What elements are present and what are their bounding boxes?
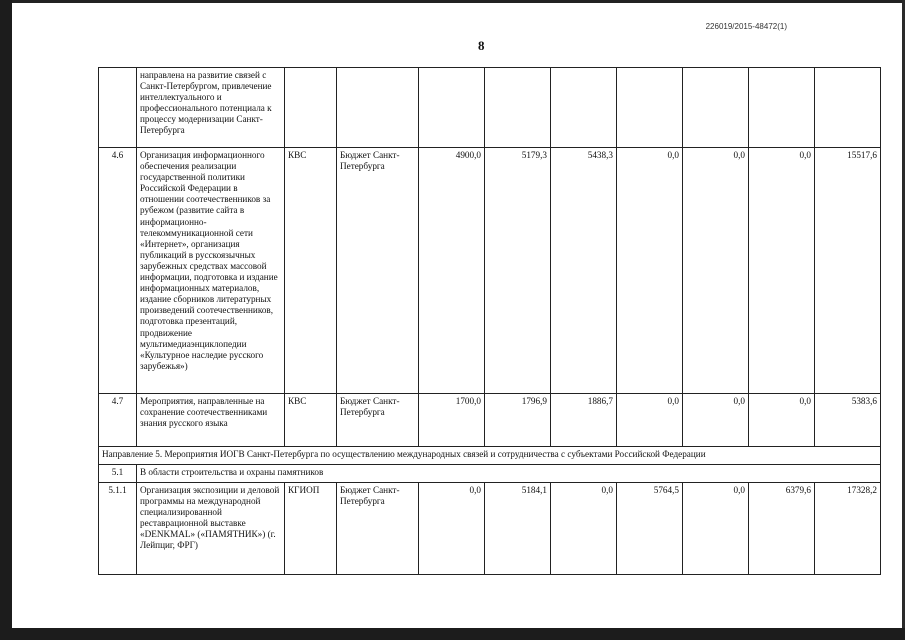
cell-value-6: 0,0 [749, 148, 815, 394]
cell-value-4: 5764,5 [617, 483, 683, 575]
cell-value-1: 4900,0 [419, 148, 485, 394]
cell-value-5: 0,0 [683, 483, 749, 575]
cell-num [99, 68, 137, 148]
cell-value-3: 1886,7 [551, 394, 617, 447]
table-row-5-1-1 [99, 483, 881, 575]
cell-direction-title: Направление 5. Мероприятия ИОГВ Санкт-Петербурга по осуществлению международных связей и сотрудничества с субъектами Российской Федерации [99, 447, 881, 465]
cell-value-1: 0,0 [419, 483, 485, 575]
cell-num: 5.1.1 [99, 483, 137, 575]
cell-total: 15517,6 [815, 148, 881, 394]
program-table [98, 67, 881, 575]
cell-executor: КВС [285, 148, 337, 394]
cell-source: Бюджет Санкт-Петербурга [337, 394, 419, 447]
scan-edge-left [0, 0, 12, 640]
cell-activity-name: направлена на развитие связей с Санкт-Петербургом, привлечение интеллектуального и профессионального потенциала к процессу модернизации Санкт-Петербурга [137, 68, 285, 148]
cell-value-2: 5179,3 [485, 148, 551, 394]
cell-subsection-title: В области строительства и охраны памятников [137, 465, 881, 483]
section-header-direction-5 [99, 447, 881, 465]
cell-total: 17328,2 [815, 483, 881, 575]
cell-executor: КВС [285, 394, 337, 447]
cell-source [337, 68, 419, 148]
cell-num: 4.6 [99, 148, 137, 394]
document-id: 226019/2015-48472(1) [705, 22, 787, 31]
table-row-4-6 [99, 148, 881, 394]
cell-source: Бюджет Санкт-Петербурга [337, 148, 419, 394]
cell-activity-name: Организация экспозиции и деловой программы на международной специализированной реставрационной выставке «DENKMAL» («ПАМЯТНИК») (г. Лейпциг, ФРГ) [137, 483, 285, 575]
cell-value-5: 0,0 [683, 148, 749, 394]
page-number: 8 [478, 38, 485, 53]
cell-value-6: 0,0 [749, 394, 815, 447]
cell-total: 5383,6 [815, 394, 881, 447]
cell-value-5: 0,0 [683, 394, 749, 447]
scan-edge-bottom [0, 628, 905, 640]
cell-activity-name: Мероприятия, направленные на сохранение соотечественниками знания русского языка [137, 394, 285, 447]
cell-executor: КГИОП [285, 483, 337, 575]
cell-value-4: 0,0 [617, 394, 683, 447]
cell-value-3: 0,0 [551, 483, 617, 575]
cell-activity-name: Организация информационного обеспечения реализации государственной политики Российской Федерации в отношении соотечественников за рубежом (развитие сайта в информационно-телекоммуникационной сети «Интернет», организация публикаций в русскоязычных зарубежных средствах массовой информации, подготовка и издание информационных материалов, издание сборников литературных произведений соотечественников, подготовка презентаций, продвижение мультимедиаэнциклопедии «Культурное наследие русского зарубежья») [137, 148, 285, 394]
cell-value-1: 1700,0 [419, 394, 485, 447]
table-row-continuation [99, 68, 881, 148]
table-row-4-7 [99, 394, 881, 447]
cell-value-6: 6379,6 [749, 483, 815, 575]
cell-num: 5.1 [99, 465, 137, 483]
cell-executor [285, 68, 337, 148]
cell-source: Бюджет Санкт-Петербурга [337, 483, 419, 575]
cell-value-2: 5184,1 [485, 483, 551, 575]
subsection-header-5-1 [99, 465, 881, 483]
cell-value-4: 0,0 [617, 148, 683, 394]
scan-edge-top [0, 0, 905, 3]
cell-value-3: 5438,3 [551, 148, 617, 394]
cell-value-2: 1796,9 [485, 394, 551, 447]
cell-num: 4.7 [99, 394, 137, 447]
